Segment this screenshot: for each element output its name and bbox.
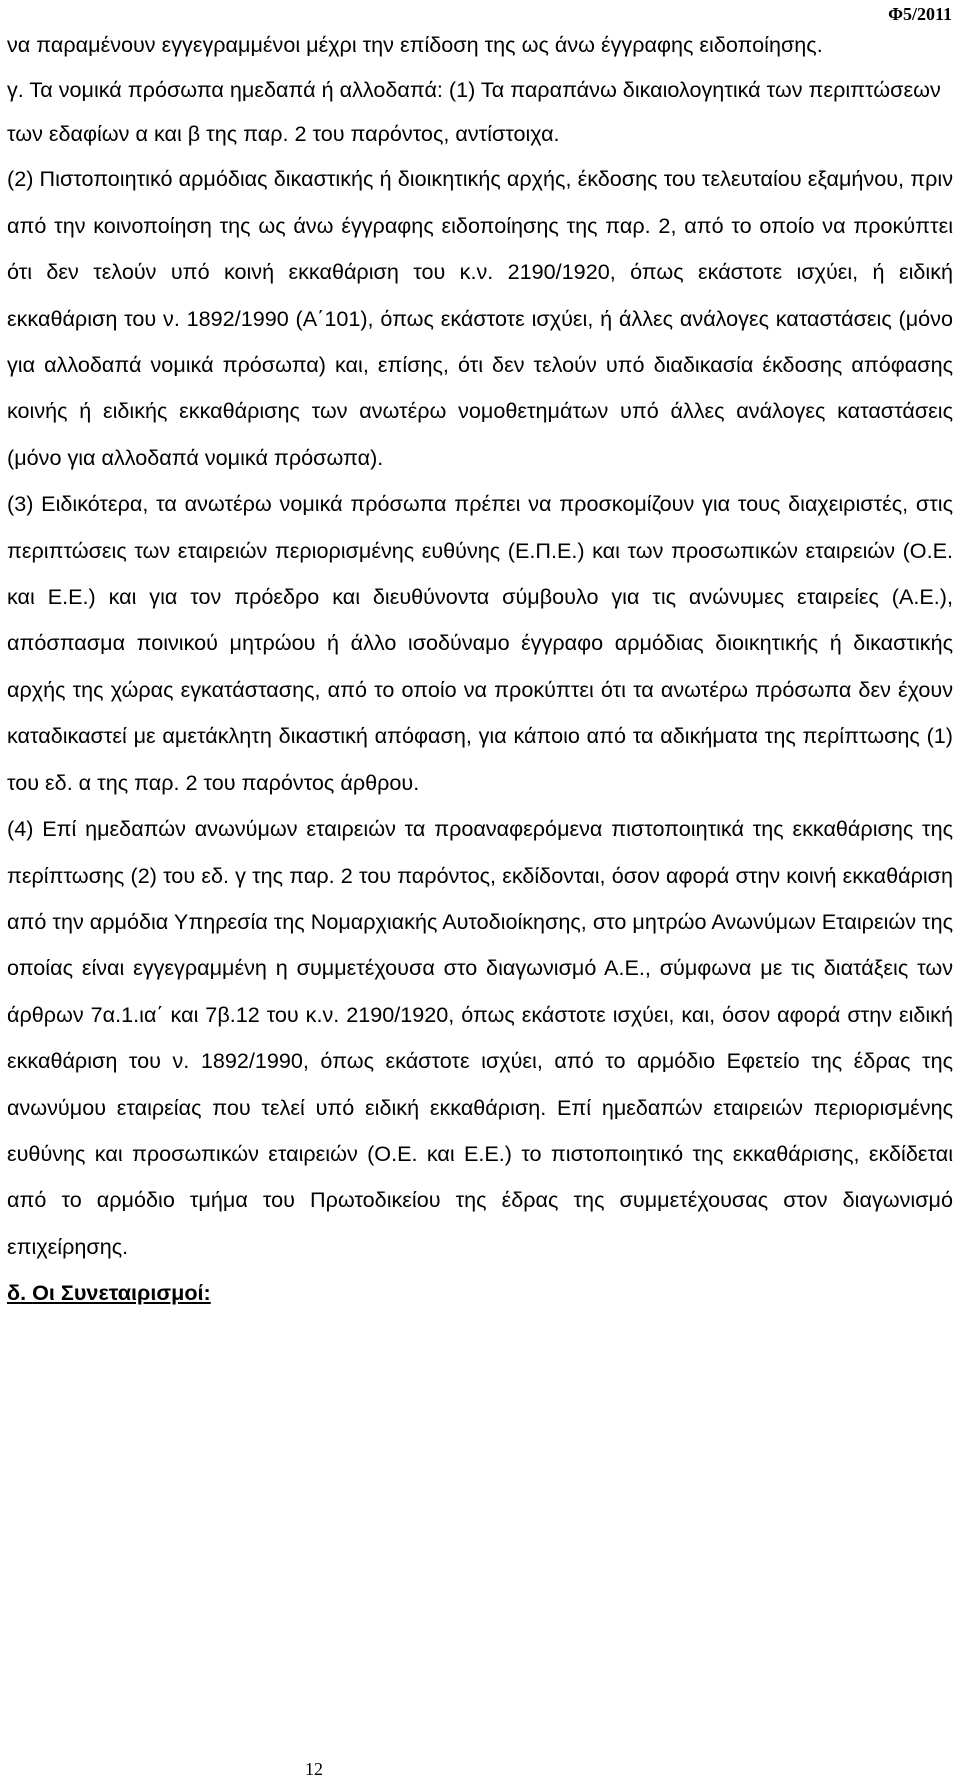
document-body (7, 22, 953, 1316)
paragraph-3: (3) Ειδικότερα, τα ανωτέρω νομικά πρόσωπα πρέπει να προσκομίζουν για τους διαχειριστές, στις περιπτώσεις των εταιρειών περιορισμένης ευθύνης (Ε.Π.Ε.) και των προσωπικών εταιρειών (Ο.Ε. και Ε.Ε.) και για τον πρόεδρο και διευθύνοντα σύμβουλο για τις ανώνυμες εταιρείες (Α.Ε.), απόσπασμα ποινικού μητρώου ή άλλο ισοδύναμο έγγραφο αρμόδιας διοικητικής ή δικαστικής αρχής της χώρας εγκατάστασης, από το οποίο να προκύπτει ότι τα ανωτέρω πρόσωπα δεν έχουν καταδικαστεί με αμετάκλητη δικαστική απόφαση, για κάποιο από τα αδικήματα της περίπτωσης (1) του εδ. α της παρ. 2 του παρόντος άρθρου. (7, 491, 953, 795)
section-d-prefix: δ. (7, 1280, 33, 1306)
section-d-heading (7, 1270, 953, 1316)
paragraph-2: (2) Πιστοποιητικό αρμόδιας δικαστικής ή διοικητικής αρχής, έκδοσης του τελευταίου εξαμήνου, πριν από την κοινοποίηση της ως άνω έγγραφης ειδοποίησης της παρ. 2, από το οποίο να προκύπτει ότι δεν τελούν υπό κοινή εκκαθάριση του κ.ν. 2190/1920, όπως εκάστοτε ισχύει, ή ειδική εκκαθάριση του ν. 1892/1990 (Α΄101), όπως εκάστοτε ισχύει, ή άλλες ανάλογες καταστάσεις (μόνο για αλλοδαπά νομικά πρόσωπα) και, επίσης, ότι δεν τελούν υπό διαδικασία έκδοσης απόφασης κοινής ή ειδικής εκκαθάρισης των ανωτέρω νομοθετημάτων υπό άλλες ανάλογες καταστάσεις (μόνο για αλλοδαπά νομικά πρόσωπα). (7, 166, 953, 470)
page-number: 12 (305, 1759, 323, 1779)
section-d-title: Οι Συνεταιρισμοί: (32, 1280, 211, 1306)
paragraph-intro: να παραμένουν εγγεγραμμένοι μέχρι την επίδοση της ως άνω έγγραφης ειδοποίησης. (7, 32, 823, 57)
paragraph-4: (4) Επί ημεδαπών ανωνύμων εταιρειών τα προαναφερόμενα πιστοποιητικά της εκκαθάρισης της περίπτωσης (2) του εδ. γ της παρ. 2 του παρόντος, εκδίδονται, όσον αφορά στην κοινή εκκαθάριση από την αρμόδια Υπηρεσία της Νομαρχιακής Αυτοδιοίκησης, στο μητρώο Ανωνύμων Εταιρειών της οποίας είναι εγγεγραμμένη η συμμετέχουσα στο διαγωνισμό Α.Ε., σύμφωνα με τις διατάξεις των άρθρων 7α.1.ια΄ και 7β.12 του κ.ν. 2190/1920, όπως εκάστοτε ισχύει, και, όσον αφορά στην ειδική εκκαθάριση του ν. 1892/1990, όπως εκάστοτε ισχύει, από το αρμόδιο Εφετείο της έδρας της ανωνύμου εταιρείας που τελεί υπό ειδική εκκαθάριση. Επί ημεδαπών εταιρειών περιορισμένης ευθύνης και προσωπικών εταιρειών (Ο.Ε. και Ε.Ε.) το πιστοποιητικό της εκκαθάρισης, εκδίδεται από το αρμόδιο τμήμα του Πρωτοδικείου της έδρας της συμμετέχουσας στον διαγωνισμό επιχείρησης. (7, 816, 953, 1259)
paragraph-c-line-2: των εδαφίων α και β της παρ. 2 του παρόντος, αντίστοιχα. (7, 121, 560, 147)
document-reference: Φ5/2011 (888, 4, 952, 24)
paragraph-c-line-1: γ. Τα νομικά πρόσωπα ημεδαπά ή αλλοδαπά: (1) Τα παραπάνω δικαιολογητικά των περιπτώσεων (7, 77, 941, 103)
